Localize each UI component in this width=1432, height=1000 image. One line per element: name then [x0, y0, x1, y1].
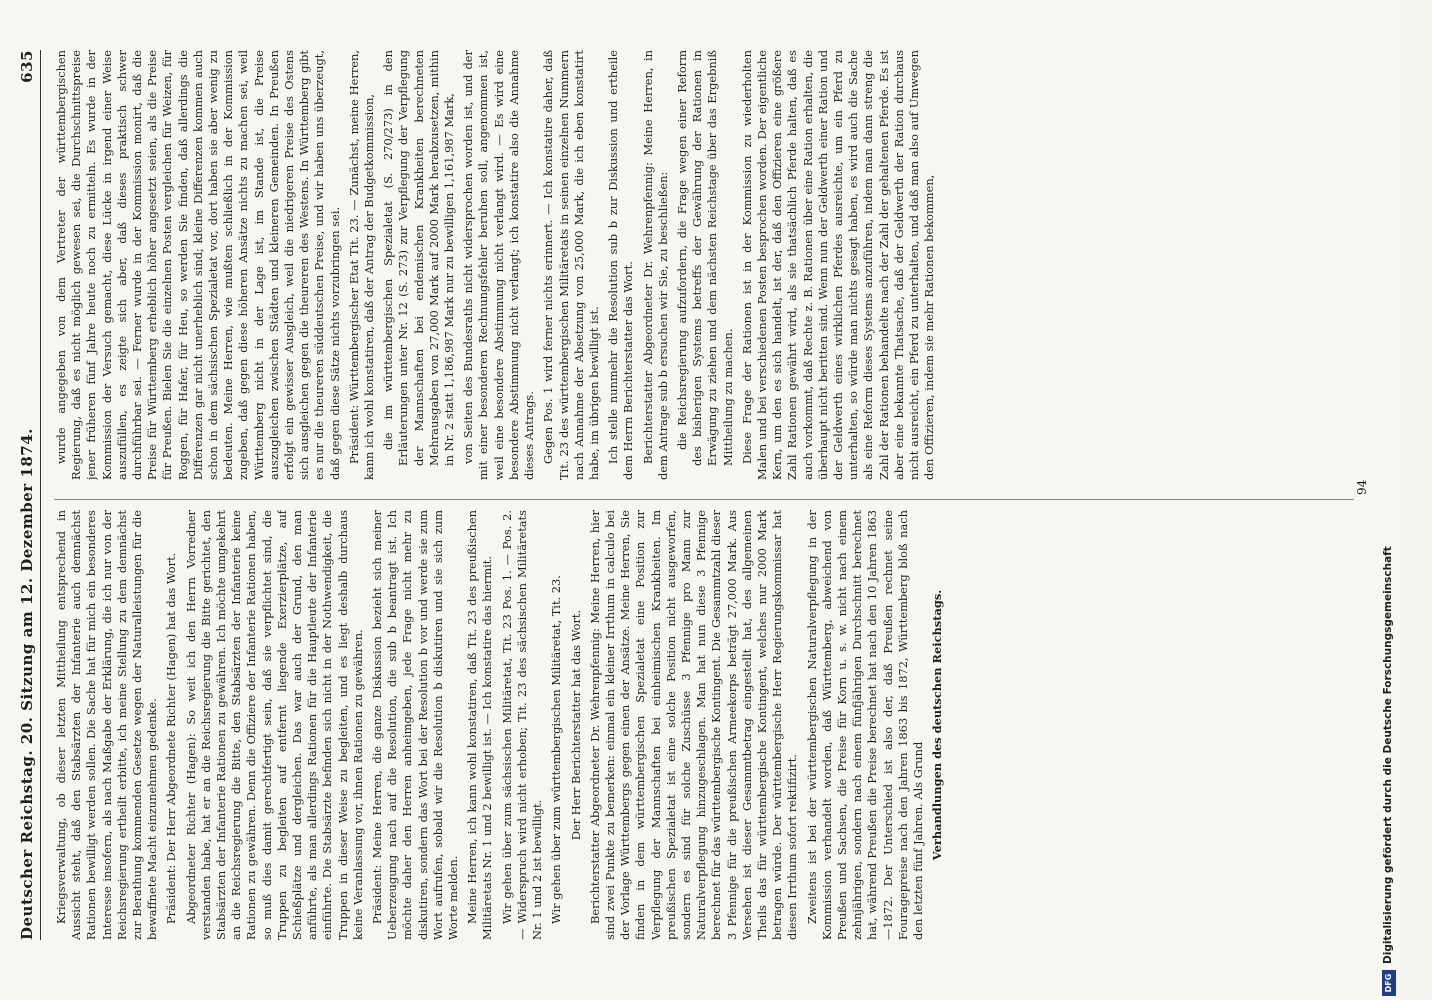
paragraph: Meine Herren, ich kann wohl konstatiren, daß Tit. 23 des preußischen Militäretats Nr. 1 und 2 bewilligt ist. — Ich konstatire das hiermit.: [465, 510, 495, 940]
paragraph: Wir gehen über zum württembergischen Militäretat, Tit. 23.: [549, 575, 564, 924]
paragraph: Kriegsverwaltung, ob dieser letzten Mittheilung entsprechend in Aussicht steht, daß den Stabsärzten der Infanterie auch demnächst Rationen bewilligt werden sollen. Die Sache hat für mich ein besonderes Interesse insofern, als nach Maßgabe der Erklärung, die ich nur von der Reichsregierung ertheilt erbitte, ich meine Stellung zu dem demnächst zur Berathung kommenden Gesetze wegen der Naturalleistungen für die bewaffnete Macht einzunehmen gedenke.: [54, 510, 160, 940]
paragraph: Abgeordneter Richter (Hagen): So weit ich den Herrn Vorredner verstanden habe, hat er an die Reichsregierung die Bitte gerichtet, den Stabsärzten der Infanterie Rationen zu gewähren. Ich möchte umgekehrt an die Reichsregierung die Bitte, den Stabsärzten der Infanterie keine Rationen zu gewähren. Denn die Offiziere der Infanterie Rationen haben, so muß dies damit gerechtfertigt sein, daß sie verpflichtet sind, die Truppen zu begleiten auf entfernt liegende Exerzierplätze, auf Schießplätze und dergleichen. Das war auch der Grund, den man anführte, als man allerdings Rationen für die Hauptleute der Infanterie einführte. Die Stabsärzte befinden sich nicht in der Nothwendigkeit, die Truppen in dieser Weise zu begleiten, und es liegt deshalb durchaus keine Veranlassung vor, ihnen Rationen zu gewähren.: [183, 510, 365, 940]
paragraph: Berichterstatter Abgeordneter Dr. Wehrenpfennig: Meine Herren, hier sind zwei Punkte zu bemerken: einmal ein kleiner Irrthum in calculo bei der Vorlage Württembergs gegen einen der Ansätze. Meine Herren, Sie finden in dem württembergischen Spezialetat eine Position zur Verpflegung der Mannschaften bei einheimischen Krankheiten. Im preußischen Spezialetat ist eine solche Position nicht ausgeworfen, sondern es sind für solche Zuschüsse 3 Pfennige pro Mann zur Naturalverpflegung hinzugeschlagen. Man hat nun diese 3 Pfennige berechnet für das württembergische Kontingent. Die Gesammtzahl dieser 3 Pfennige für die preußischen Armeekorps beträgt 27,000 Mark. Aus Versehen ist dieser Gesammtbetrag eingestellt hat, des allgemeinen Theils das für württembergische Kontingent, welches nur 2000 Mark betragen würde. Der württembergische Herr Regierungskommissar hat diesen Irrthum sofort rektifizirt.: [587, 510, 800, 940]
column-divider: [54, 499, 1354, 500]
paragraph: Diese Frage der Rationen ist in der Kommission zu wiederholten Malen und bei verschiedenen Posten besprochen worden. Der eigentliche Kern, um den es sich handelt, ist der, daß den Offizieren eine größere Zahl Rationen gewährt wird, als sie thatsächlich Pferde halten, daß es auch vorkommt, daß Rechte z. B. Rationen über eine Ration erhalten, die überhaupt nicht beritten sind. Wenn nun der Geldwerth einer Ration und der Geldwerth eines wirklichen Pferdes ausreichte, um ein Pferd zu unterhalten, so würde man nichts gesagt haben, es wird auch die Sache als eine Reform dieses Systems anzuführen, indem man dann streng die Zahl der Rationen behandelte nach der Zahl der gehaltenen Pferde. Es ist aber eine bekannte Thatsache, daß der Geldwerth der Ration durchaus nicht ausreicht, ein Pferd zu unterhalten, und daß man also auf Umwegen den Offizieren, indem sie mehr Rationen bekommen,: [739, 50, 937, 480]
dfg-logo-icon: DFG: [1382, 970, 1396, 996]
right-column: [54, 50, 1354, 480]
paragraph: die im württembergischen Spezialetat (S. 270/273) in den Erläuterungen unter Nr. 12 (S. 273) zur Verpflegung der Verpflegung der Mannschaften bei endemischen Krankheiten berechneten Mehrausgaben von 27,000 Mark auf 2000 Mark herabzusetzen, mithin in Nr. 2 statt 1,186,987 Mark nur zu bewilligen 1,161,987 Mark,: [381, 50, 457, 466]
paragraph: die Reichsregierung aufzufordern, die Frage wegen einer Reform des bisherigen Systems betreffs der Gewährung der Rationen in Erwägung zu ziehen und dem nächsten Reichstage über das Ergebniß Mittheilung zu machen.: [674, 50, 735, 466]
paragraph: Präsident: Württembergischer Etat Tit. 23. — Zunächst, meine Herren, kann ich wohl konstatiren, daß der Antrag der Budgetkommission,: [346, 50, 377, 480]
paragraph: Berichterstatter Abgeordneter Dr. Wehrenpfennig: Meine Herren, in dem Antrage sub b ersuchen wir Sie, zu beschließen:: [640, 50, 670, 480]
header-title: Deutscher Reichstag. 20. Sitzung am 12. Dezember 1874.: [18, 428, 36, 940]
digitization-footer: [1380, 0, 1400, 1000]
paragraph: wurde angegeben von dem Vertreter der württembergischen Regierung, daß es nicht möglich gewesen sei, die Durchschnittspreise jener früheren fünf Jahre heute noch zu ermitteln. Es wurde in der Kommission der Versuch gemacht, diese Lücke in irgend einer Weise auszufüllen, es zeigte sich aber, daß dieses praktisch schwer durchführbar sei. — Ferner wurde in der Kommission monirt, daß die Preise für Württemberg erheblich höher angesetzt seien, als die Preise für Preußen. Bielen Sie die einzelnen Posten vergleichen für Weizen, für Roggen, für Hafer, für Heu, so werden Sie finden, daß allerdings die Differenzen gar nicht unerheblich sind; kleine Differenzen kommen auch schon in dem sächsischen Spezialetat vor, dort haben sie aber wenig zu bedeuten. Meine Herren, wie mußten schließlich in der Kommission zugeben, daß gegen diese höheren Ansätze nichts zu machen sei, weil Württemberg nicht in der Lage ist, im Stande ist, die Preise auszugleichen zwischen Städten und kleineren Gemeinden. In Preußen erfolgt ein gewisser Ausgleich, weil die niedrigeren Preise des Ostens sich ausgleichen gegen die theureren des Westens. In Württemberg gibt es nur die theureren süddeutschen Preise, und wir haben uns überzeugt, daß gegen diese Sätze nichts vorzubringen sei.: [54, 50, 342, 480]
paragraph: Präsident: Der Herr Abgeordnete Richter (Hagen) hat das Wort.: [164, 552, 179, 924]
page-header: [18, 50, 42, 940]
paragraph: von Seiten des Bundesraths nicht widersprochen worden ist, und der mit einer besonderen Rechnungsfehler beruhen soll, angenommen ist, weil eine besondere Abstimmung nicht verlangt wird. — Es wird eine besondere Abstimmung nicht verlangt; ich konstatire also die Annahme dieses Antrags.: [461, 50, 537, 480]
paragraph: Gegen Pos. 1 wird ferner nichts erinnert. — Ich konstatire daher, daß Tit. 23 des württembergischen Militäretats in seinen einzelnen Nummern nach Annahme der Absetzung von 25,000 Mark, die ich eben konstatirt habe, im übrigen bewilligt ist.: [541, 50, 601, 480]
header-page-number: 635: [18, 50, 36, 83]
header-rule: [40, 50, 41, 940]
paragraph: Präsident: Meine Herren, die ganze Diskussion bezieht sich meiner Ueberzeugung nach auf die Resolution, die sub b beantragt ist. Ich möchte daher den Herren anheimgeben, jede Frage nicht mehr zu diskutiren, sondern das Wort bei der Resolution b vor und werde sie zum Wort aufrufen, sobald wir die Resolution b diskutiren und sie sich zum Worte melden.: [370, 510, 461, 940]
left-column: [54, 510, 1354, 940]
paragraph: Wir gehen über zum sächsischen Militäretat, Tit. 23 Pos. 1. — Pos. 2. — Widerspruch wird nicht erhoben; Tit. 23 des sächsischen Militäretats Nr. 1 und 2 ist bewilligt.: [499, 510, 545, 940]
page-number: 94: [1355, 479, 1369, 495]
column-footer: Verhandlungen des deutschen Reichstags.: [930, 589, 945, 861]
paragraph: Zweitens ist bei der württembergischen Naturalverpflegung in der Kommission verhandelt worden, daß Württemberg, abweichend von Preußen und Sachsen, die Preise für Korn u. s. w. nicht nach einem zehnjährigen, sondern nach einem fünfjährigen Durchschnitt berechnet hat, während Preußen die Preise berechnet hat nach den 10 Jahren 1863—1872. Der Unterschied ist also der, daß Preußen rechnet seine Fouragepreise nach den Jahren 1863 bis 1872, Württemberg bloß nach den letzten fünf Jahren. Als Grund: [804, 510, 925, 940]
paragraph: Ich stelle nunmehr die Resolution sub b zur Diskussion und ertheile dem Herrn Berichterstatter das Wort.: [606, 50, 636, 480]
footer-text: Digitalisierung gefördert durch die Deutsche Forschungsgemeinschaft: [1382, 546, 1394, 964]
paragraph: Der Herr Berichterstatter hat das Wort.: [568, 609, 583, 841]
